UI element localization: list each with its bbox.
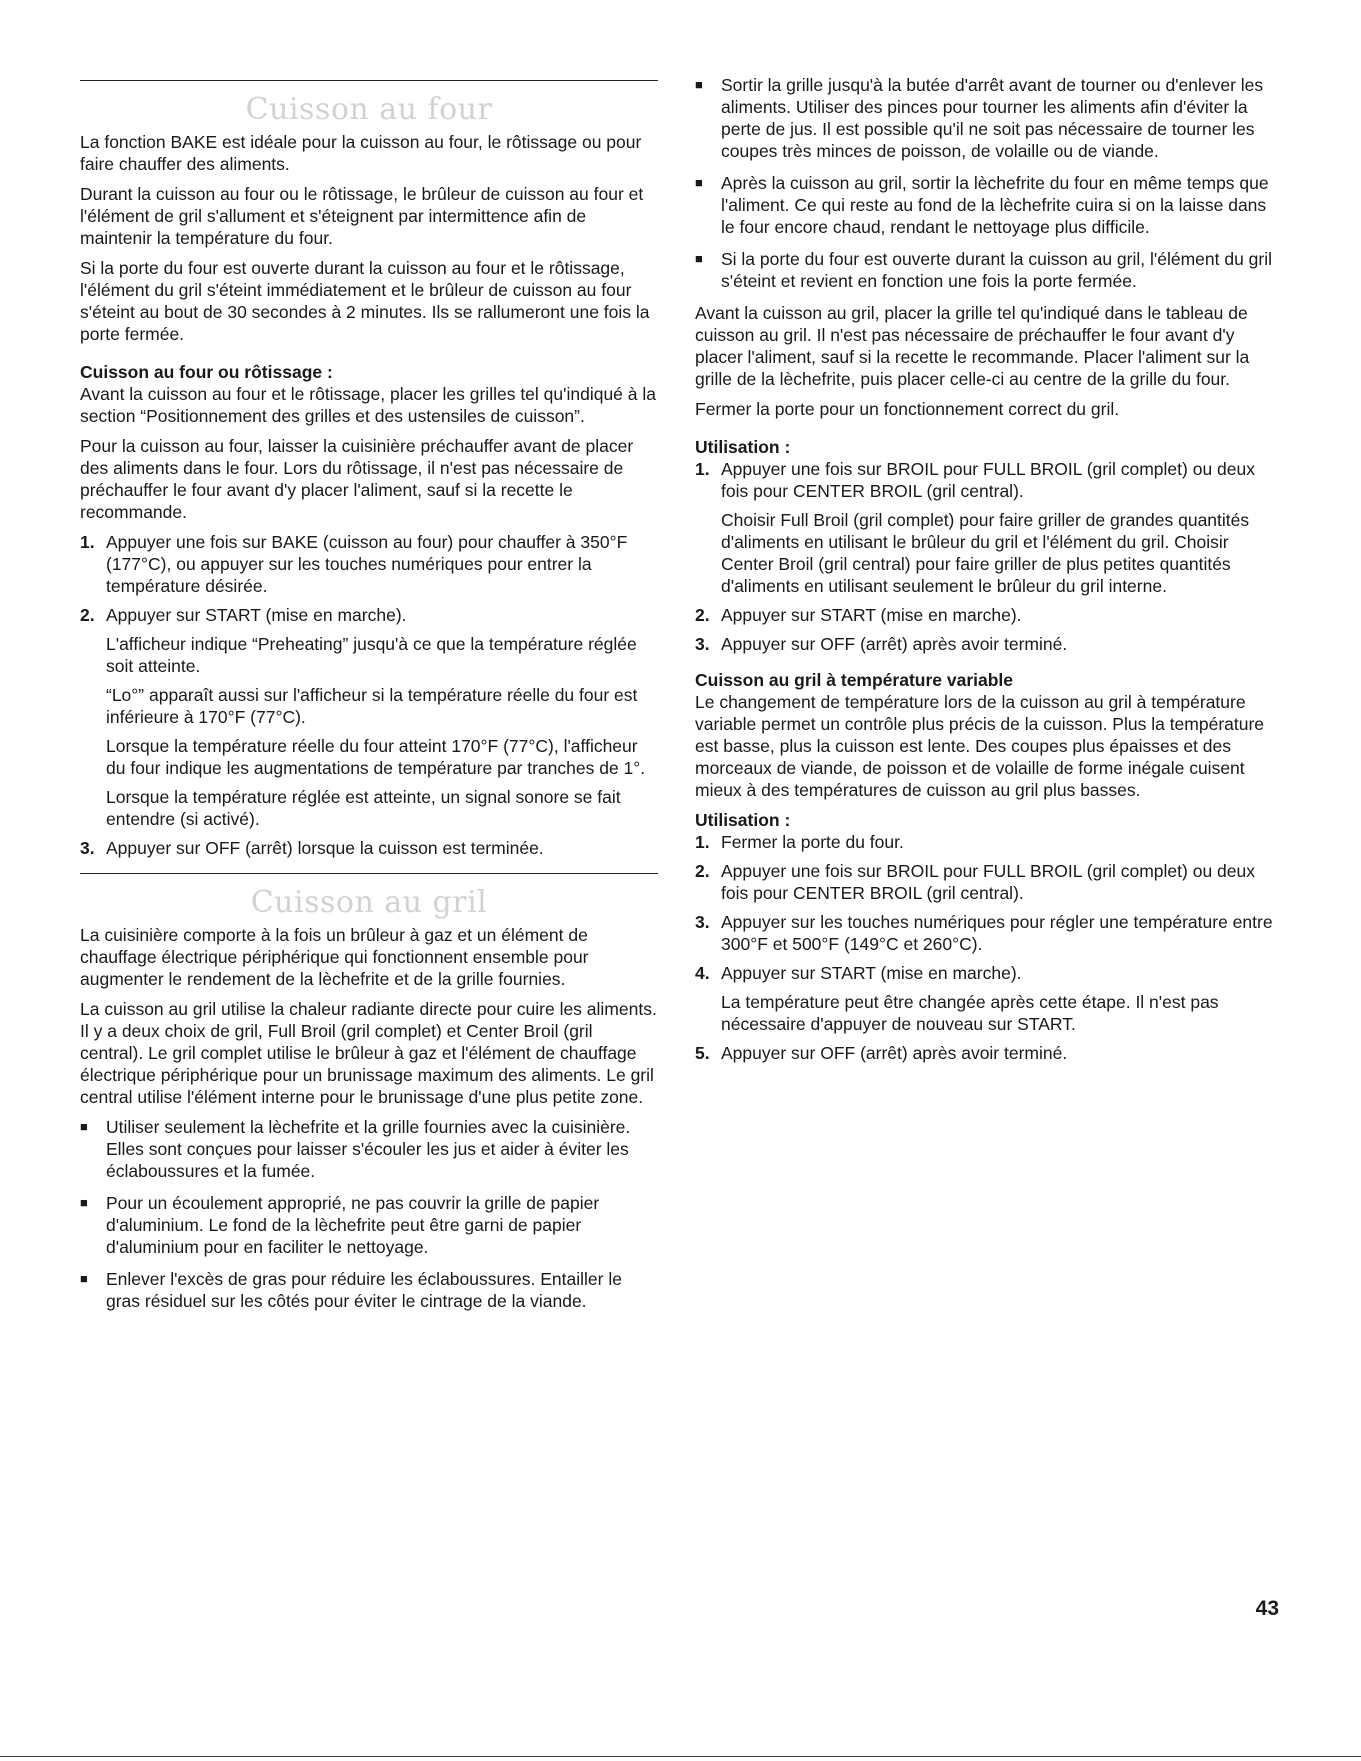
step-text: Choisir Full Broil (gril complet) pour faire griller de grandes quantités d'aliments en utilisant le brûleur du gril et l'élément du gril. Choisir Center Broil (gril central) pour faire griller de plus petites quantités d'aliments en utilisant seulement le brûleur du gril interne. (721, 510, 1250, 596)
broil-paragraph: Avant la cuisson au gril, placer la grille tel qu'indiqué dans le tableau de cuisson au gril. Il n'est pas nécessaire de préchauffer le four avant d'y placer l'aliment, sauf si la recette le recommande. Placer l'aliment sur la grille de la lèchefrite, puis placer celle-ci au centre de la grille du four. (695, 303, 1250, 389)
step-number: 2. (80, 605, 95, 625)
step-number: 1. (695, 459, 710, 479)
step-text: Appuyer sur OFF (arrêt) lorsque la cuisson est terminée. (106, 838, 544, 858)
square-bullet-icon: ■ (695, 175, 703, 190)
broil-bullet-list (80, 1116, 658, 1312)
step-text: L'afficheur indique “Preheating” jusqu'à ce que la température réglée soit atteinte. (106, 634, 637, 676)
bake-intro-paragraph: Durant la cuisson au four ou le rôtissage, le brûleur de cuisson au four et l'élément de gril s'allument et s'éteignent par intermittence afin de maintenir la température du four. (80, 184, 644, 248)
square-bullet-icon: ■ (695, 251, 703, 266)
variable-broil-heading: Cuisson au gril à température variable (695, 670, 1014, 690)
step-text: La température peut être changée après cette étape. Il n'est pas nécessaire d'appuyer de nouveau sur START. (721, 992, 1219, 1034)
step-text: Appuyer sur OFF (arrêt) après avoir terminé. (721, 634, 1068, 654)
step-number: 5. (695, 1043, 710, 1063)
bullet-text: Utiliser seulement la lèchefrite et la grille fournies avec la cuisinière. Elles sont conçues pour laisser s'écouler les jus et aider à éviter les éclaboussures et la fumée. (106, 1117, 631, 1181)
list-item (80, 1116, 658, 1182)
broil-step-3 (695, 633, 1280, 655)
step-text: Lorsque la température réelle du four atteint 170°F (77°C), l'afficheur du four indique les augmentations de température par tranches de 1°. (106, 736, 646, 778)
utilisation-heading: Utilisation : (695, 810, 791, 830)
variable-step-4 (695, 962, 1280, 1035)
broil-tips-bullet-list (695, 74, 1280, 292)
bullet-text: Pour un écoulement approprié, ne pas couvrir la grille de papier d'aluminium. Le fond de la lèchefrite peut être garni de papier d'aluminium pour en faciliter le nettoyage. (106, 1193, 600, 1257)
step-text: Appuyer une fois sur BROIL pour FULL BROIL (gril complet) ou deux fois pour CENTER BROIL (gril central). (721, 861, 1255, 903)
step-text: Appuyer une fois sur BAKE (cuisson au four) pour chauffer à 350°F (177°C), ou appuyer sur les touches numériques pour entrer la température désirée. (106, 532, 628, 596)
broil-section-title: Cuisson au gril (250, 885, 488, 920)
step-number: 2. (695, 605, 710, 625)
square-bullet-icon: ■ (80, 1119, 88, 1134)
utilisation-heading: Utilisation : (695, 437, 791, 457)
variable-step-5 (695, 1042, 1280, 1064)
left-column (80, 0, 658, 1322)
step-number: 3. (695, 912, 710, 932)
section-divider (80, 80, 658, 81)
step-number: 2. (695, 861, 710, 881)
broil-intro-paragraph: La cuisson au gril utilise la chaleur radiante directe pour cuire les aliments. Il y a deux choix de gril, Full Broil (gril complet) et Center Broil (gril central). Le gril complet utilise le brûleur à gaz et l'élément de chauffage électrique périphérique pour un brunissage maximum des aliments. Le gril central utilise l'élément interne pour le brunissage d'une plus petite zone. (80, 999, 657, 1107)
bullet-text: Sortir la grille jusqu'à la butée d'arrêt avant de tourner ou d'enlever les aliments. Utiliser des pinces pour tourner les aliments afin d'éviter la perte de jus. Il est possible qu'il ne soit pas nécessaire de tourner les coupes très minces de poisson, de volaille ou de viande. (721, 75, 1264, 161)
step-text: Appuyer une fois sur BROIL pour FULL BROIL (gril complet) ou deux fois pour CENTER BROIL (gril central). (721, 459, 1255, 501)
bullet-text: Enlever l'excès de gras pour réduire les éclaboussures. Entailler le gras résiduel sur les côtés pour éviter le cintrage de la viande. (106, 1269, 622, 1311)
variable-broil-paragraph: Le changement de température lors de la cuisson au gril à température variable permet un contrôle plus précis de la cuisson. Plus la température est basse, plus la cuisson est lente. Des coupes plus épaisses et des morceaux de viande, de poisson et de volaille de forme inégale cuisent mieux à des températures de cuisson au gril plus basses. (695, 692, 1265, 800)
broil-step-2 (695, 604, 1280, 626)
bullet-text: Après la cuisson au gril, sortir la lèchefrite du four en même temps que l'aliment. Ce qui reste au fond de la lèchefrite cuira si on la laisse dans le four encore chaud, rendant le nettoyage plus difficile. (721, 173, 1269, 237)
section-divider (80, 873, 658, 874)
step-number: 4. (695, 963, 710, 983)
square-bullet-icon: ■ (695, 77, 703, 92)
list-item (695, 248, 1280, 292)
square-bullet-icon: ■ (80, 1195, 88, 1210)
step-number: 1. (695, 832, 710, 852)
bake-intro-paragraph: Si la porte du four est ouverte durant la cuisson au four et le rôtissage, l'élément du gril s'éteint immédiatement et le brûleur de cuisson au four s'éteint au bout de 30 secondes à 2 minutes. Ils se rallumeront une fois la porte fermée. (80, 258, 650, 344)
bake-step-1 (80, 531, 658, 597)
bake-section-title: Cuisson au four (245, 92, 493, 127)
bake-step-3 (80, 837, 658, 859)
bake-roast-paragraph: Avant la cuisson au four et le rôtissage, placer les grilles tel qu'indiqué à la section “Positionnement des grilles et des ustensiles de cuisson”. (80, 384, 656, 426)
page-number: 43 (1255, 1597, 1279, 1620)
step-text: Appuyer sur START (mise en marche). (721, 605, 1022, 625)
broil-paragraph: Fermer la porte pour un fonctionnement correct du gril. (695, 399, 1120, 419)
variable-step-3 (695, 911, 1280, 955)
step-text: “Lo°” apparaît aussi sur l'afficheur si la température réelle du four est inférieure à 170°F (77°C). (106, 685, 638, 727)
page-bottom-edge (0, 1756, 1361, 1757)
square-bullet-icon: ■ (80, 1271, 88, 1286)
bake-step-2 (80, 604, 658, 830)
bullet-text: Si la porte du four est ouverte durant la cuisson au gril, l'élément du gril s'éteint et revient en fonction une fois la porte fermée. (721, 249, 1273, 291)
step-text: Fermer la porte du four. (721, 832, 904, 852)
step-number: 3. (695, 634, 710, 654)
right-column (695, 0, 1280, 1071)
variable-step-2 (695, 860, 1280, 904)
step-text: Appuyer sur les touches numériques pour régler une température entre 300°F et 500°F (149°C et 260°C). (721, 912, 1273, 954)
step-text: Appuyer sur START (mise en marche). (106, 605, 407, 625)
list-item (695, 74, 1280, 162)
step-text: Appuyer sur OFF (arrêt) après avoir terminé. (721, 1043, 1068, 1063)
step-text: Lorsque la température réglée est atteinte, un signal sonore se fait entendre (si activé). (106, 787, 621, 829)
step-text: Appuyer sur START (mise en marche). (721, 963, 1022, 983)
bake-intro-paragraph: La fonction BAKE est idéale pour la cuisson au four, le rôtissage ou pour faire chauffer des aliments. (80, 132, 642, 174)
variable-step-1 (695, 831, 1280, 853)
broil-intro-paragraph: La cuisinière comporte à la fois un brûleur à gaz et un élément de chauffage électrique périphérique qui fonctionnent ensemble pour augmenter le rendement de la lèchefrite et de la grille fournies. (80, 925, 589, 989)
broil-steps-list (695, 458, 1280, 655)
step-number: 1. (80, 532, 95, 552)
step-number: 3. (80, 838, 95, 858)
list-item (80, 1268, 658, 1312)
list-item (80, 1192, 658, 1258)
broil-step-1 (695, 458, 1280, 597)
bake-steps-list (80, 531, 658, 859)
bake-roast-paragraph: Pour la cuisson au four, laisser la cuisinière préchauffer avant de placer des aliments dans le four. Lors du rôtissage, il n'est pas nécessaire de préchauffer le four avant d'y placer l'aliment, sauf si la recette le recommande. (80, 436, 634, 522)
list-item (695, 172, 1280, 238)
bake-roast-subheading: Cuisson au four ou rôtissage : (80, 362, 333, 382)
variable-broil-steps-list (695, 831, 1280, 1064)
